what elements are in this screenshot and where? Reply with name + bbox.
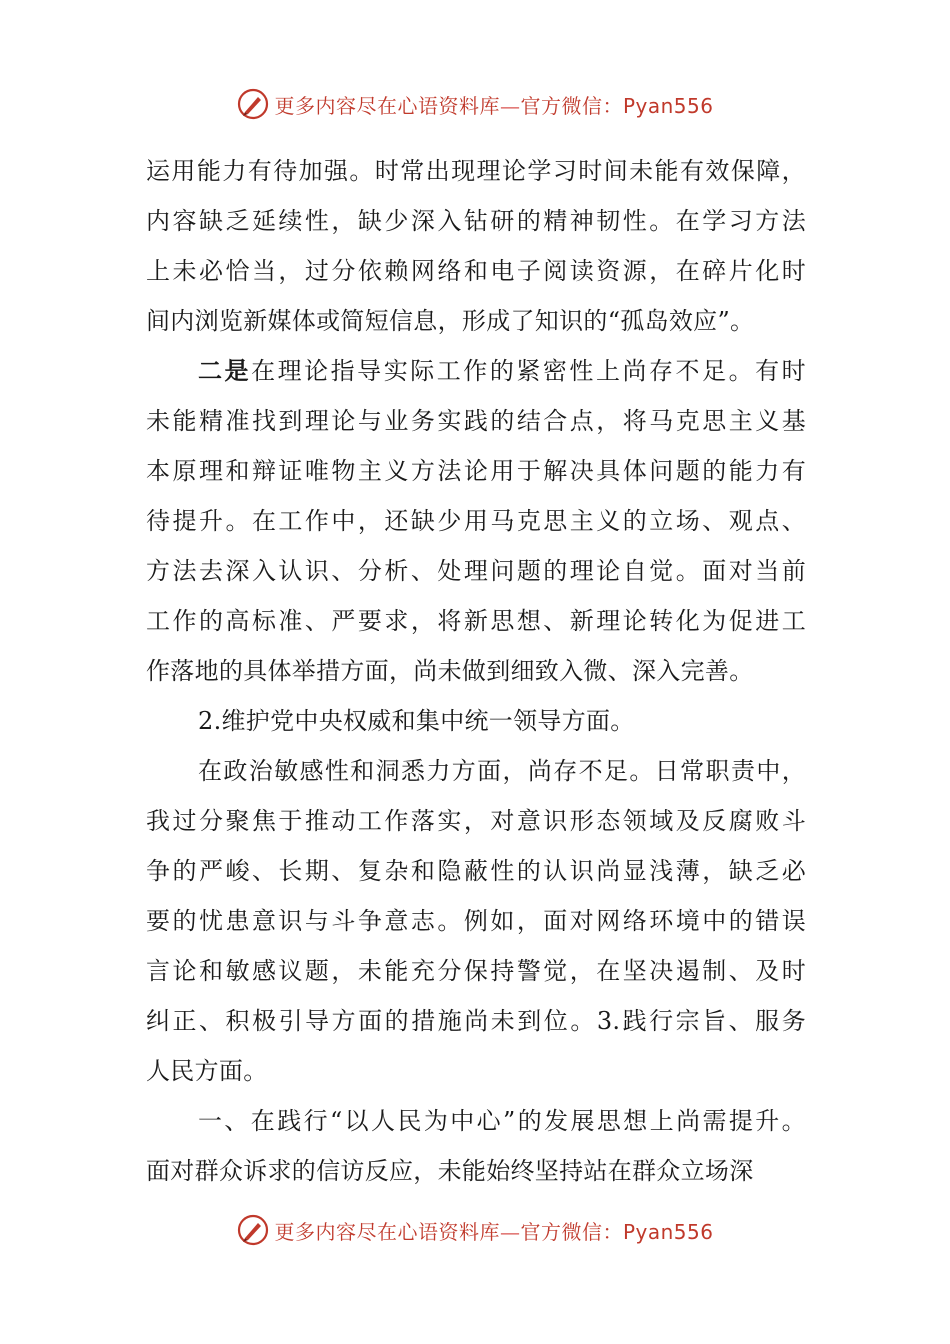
text-line: 工作的高标准、严要求，将新思想、新理论转化为促进工 — [146, 607, 806, 635]
paragraph-start-line: 在政治敏感性和洞悉力方面，尚存不足。日常职责中， — [198, 757, 806, 785]
text-line: 我过分聚焦于推动工作落实，对意识形态领域及反腐败斗 — [146, 807, 806, 835]
text-line: 待提升。在工作中，还缺少用马克思主义的立场、观点、 — [146, 507, 806, 535]
paragraph-start-line: 二是在理论指导实际工作的紧密性上尚存不足。有时 — [198, 356, 806, 385]
header-banner — [0, 82, 950, 126]
text-line: 运用能力有待加强。时常出现理论学习时间未能有效保障， — [146, 157, 806, 185]
text-line: 争的严峻、长期、复杂和隐蔽性的认识尚显浅薄，缺乏必 — [146, 857, 806, 885]
text-line: 要的忧患意识与斗争意志。例如，面对网络环境中的错误 — [146, 907, 806, 935]
text-line: 内容缺乏延续性，缺少深入钻研的精神韧性。在学习方法 — [146, 207, 806, 235]
footer-banner — [0, 1208, 950, 1252]
text-line: 纠正、积极引导方面的措施尚未到位。3.践行宗旨、服务 — [146, 1007, 806, 1035]
banner-text: 更多内容尽在心语资料库—官方微信：Pyan556 — [274, 93, 714, 118]
bold-lead: 二是 — [198, 356, 252, 385]
text-line: 未能精准找到理论与业务实践的结合点，将马克思主义基 — [146, 407, 806, 435]
banner-text: 更多内容尽在心语资料库—官方微信：Pyan556 — [274, 1219, 714, 1244]
pen-logo-icon — [236, 87, 270, 121]
paragraph-start-line: 一、在践行“以人民为中心”的发展思想上尚需提升。 — [198, 1107, 806, 1135]
section-heading: 2.维护党中央权威和集中统一领导方面。 — [198, 707, 635, 735]
text-line: 面对群众诉求的信访反应，未能始终坚持站在群众立场深 — [146, 1157, 754, 1185]
text-line: 方法去深入认识、分析、处理问题的理论自觉。面对当前 — [146, 557, 806, 585]
text-line: 上未必恰当，过分依赖网络和电子阅读资源，在碎片化时 — [146, 257, 806, 285]
text-line: 作落地的具体举措方面，尚未做到细致入微、深入完善。 — [146, 657, 754, 685]
text-line: 间内浏览新媒体或简短信息，形成了知识的“孤岛效应”。 — [146, 307, 755, 335]
text-line: 本原理和辩证唯物主义方法论用于解决具体问题的能力有 — [146, 457, 806, 485]
pen-logo-icon — [236, 1213, 270, 1247]
document-body — [146, 146, 806, 1196]
text-line: 言论和敏感议题，未能充分保持警觉，在坚决遏制、及时 — [146, 957, 806, 985]
text-line: 人民方面。 — [146, 1057, 268, 1085]
